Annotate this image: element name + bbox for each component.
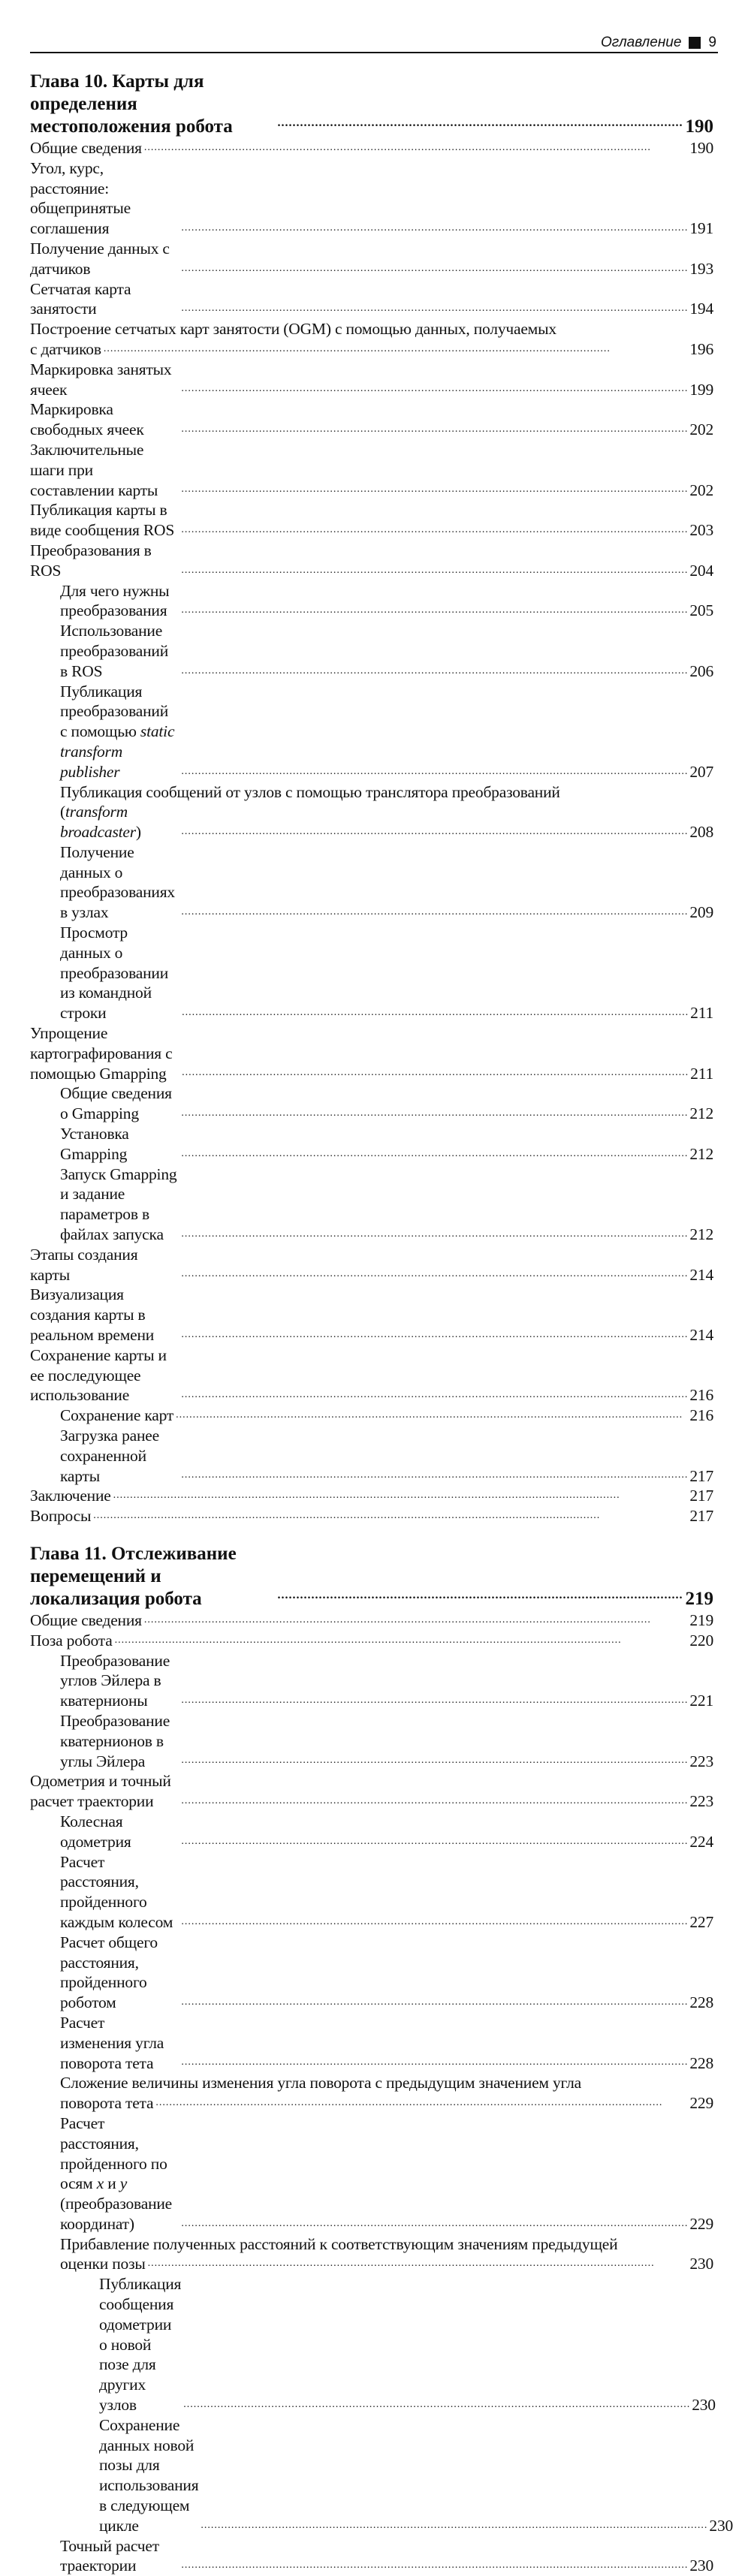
toc-entry-title: Прибавление полученных расстояний к соответствующим значениям предыдущей [60, 2234, 618, 2253]
toc-entry-page: 230 [689, 2556, 713, 2575]
toc-entry-page: 229 [689, 2214, 713, 2233]
toc-entry[interactable] [30, 1651, 713, 1711]
toc-entry-title: Сохранение данных новой позы для использования в следующем цикле [99, 2415, 199, 2535]
toc-entry[interactable] [30, 1083, 713, 1124]
dot-leader: ...................................................................................................................................................... [181, 1268, 689, 1280]
dot-leader: ...................................................................................................................................................... [181, 423, 689, 435]
toc-entry-title-cont [60, 802, 179, 842]
running-head [30, 33, 716, 53]
toc-entry-page: 220 [689, 1631, 713, 1650]
toc-entry-page: 209 [689, 903, 713, 922]
toc-entry[interactable] [30, 500, 713, 541]
toc-entry[interactable] [30, 2254, 713, 2274]
dot-leader: ...................................................................................................................................................... [181, 1996, 689, 2008]
toc-entry-title: Угол, курс, расстояние: общепринятые соглашения [30, 158, 131, 238]
dot-leader: ...................................................................................................................................................... [181, 2217, 689, 2229]
toc-entry[interactable] [30, 1933, 713, 2013]
toc-entry-page: 224 [689, 1832, 713, 1851]
header-rule [30, 52, 718, 53]
toc-entry[interactable] [30, 1406, 713, 1426]
toc-entry-title: Этапы создания карты [30, 1245, 138, 1284]
toc-entry-title: Общие сведения о Gmapping [60, 1084, 172, 1123]
toc-entry-page: 217 [689, 1466, 713, 1485]
toc-entry-page: 216 [689, 1406, 713, 1425]
toc-entry-title: Вопросы [30, 1507, 92, 1526]
running-head-title: Оглавление [601, 35, 682, 50]
toc-entry-page: 208 [689, 823, 713, 842]
dot-leader: ...................................................................................................................................................... [181, 1228, 689, 1240]
toc-entry-title: Сохранение карты и ее последующее использование [30, 1345, 167, 1405]
toc-entry[interactable] [30, 2114, 713, 2234]
toc-entry[interactable] [30, 1023, 713, 1083]
dot-leader: ...................................................................................................................................................... [181, 664, 689, 676]
toc-entry[interactable] [30, 1285, 713, 1345]
toc-entry[interactable] [30, 1852, 713, 1933]
toc-entry-title: Общие сведения [30, 139, 142, 157]
toc-entry-title: Для чего нужны преобразования [60, 581, 170, 620]
running-head-page-number: 9 [708, 35, 716, 50]
toc-entry-line1[interactable] [30, 2073, 713, 2093]
toc-entry[interactable] [30, 1164, 713, 1245]
axis-x: x [96, 2174, 104, 2193]
paren-close: ) [135, 823, 141, 842]
dot-leader: ...................................................................................................................................................... [181, 1835, 689, 1847]
toc-entry[interactable] [30, 923, 713, 1023]
toc-entry[interactable] [30, 2013, 713, 2073]
toc-entry-title: Общие сведения [30, 1610, 142, 1629]
toc-entry-page: 191 [689, 219, 713, 238]
toc-entry-title: Визуализация создания карты в реальном времени [30, 1285, 155, 1345]
toc-entry[interactable] [30, 541, 713, 581]
square-bullet-icon [689, 37, 701, 49]
toc-entry-title-mid: и [104, 2174, 120, 2193]
toc-entry[interactable] [30, 2415, 734, 2536]
toc-entry[interactable] [30, 2093, 713, 2114]
dot-leader: ...................................................................................................................................................... [181, 303, 689, 315]
toc-entry-page: 230 [692, 2396, 716, 2415]
toc-entry-page: 230 [689, 2255, 713, 2273]
toc-entry-page: 196 [689, 339, 713, 358]
toc-entry-title-cont: оценки позы [60, 2255, 146, 2273]
toc-entry-title: Установка Gmapping [60, 1125, 129, 1163]
toc-entry[interactable] [30, 440, 713, 500]
dot-leader: ...................................................................................................................................................... [181, 1755, 689, 1767]
toc-entry-page: 223 [689, 1752, 713, 1770]
toc-entry[interactable] [30, 339, 713, 360]
toc-entry-page: 214 [689, 1326, 713, 1345]
chapter-title: Глава 10. Карты для определения местоположения робота [30, 71, 233, 137]
toc-entry-title: Запуск Gmapping и задание параметров в файлах запуска [60, 1164, 177, 1244]
dot-leader: ...................................................................................................................................................... [143, 1613, 651, 1625]
chapter-title: Глава 11. Отслеживание перемещений и локализация робота [30, 1543, 237, 1609]
toc-entry-page: 190 [689, 139, 713, 157]
dot-leader: ...................................................................................................................................................... [181, 484, 689, 496]
toc-entry-title: Преобразование кватернионов в углы Эйлера [60, 1711, 170, 1770]
toc-entry-page: 205 [689, 601, 713, 620]
dot-leader: ...................................................................................................................................................... [182, 1067, 689, 1079]
toc-entry-title: Упрощение картографирования с помощью Gmapping [30, 1024, 173, 1083]
axis-y: y [119, 2174, 128, 2193]
toc-entry-page: 229 [689, 2094, 713, 2113]
toc-entry[interactable] [30, 802, 713, 842]
toc-entry-page: 199 [689, 380, 713, 399]
toc-entry-page: 202 [689, 420, 713, 439]
toc-entry-page: 221 [689, 1692, 713, 1710]
dot-leader: ...................................................................................................................................................... [181, 906, 689, 918]
toc-entry-title-cont: поворота тета [60, 2094, 154, 2113]
toc-entry-title-text: Расчет расстояния, пройденного по осям [60, 2114, 167, 2193]
toc-entry[interactable] [30, 138, 713, 158]
toc-entry-page: 212 [689, 1144, 713, 1163]
toc-entry-title-italic: static transform publisher [60, 722, 175, 781]
chapter-heading[interactable] [30, 1543, 713, 1610]
dot-leader: ...................................................................................................................................................... [103, 342, 611, 354]
toc-entry-title-italic: transform broadcaster [60, 803, 136, 842]
dot-leader: ...................................................................................................................................................... [181, 523, 689, 535]
toc-entry-title: Заключение [30, 1487, 111, 1505]
toc-entry-page: 202 [689, 481, 713, 499]
dot-leader: ...................................................................................................................................................... [181, 1915, 689, 1927]
dot-leader: ............................................................................................................ [277, 1588, 683, 1601]
toc-entry-page: 228 [689, 1993, 713, 2012]
toc-entry[interactable] [30, 1486, 713, 1506]
toc-entry-title: Маркировка свободных ячеек [30, 400, 144, 439]
toc-entry-title: Получение данных о преобразованиях в узлах [60, 842, 175, 922]
dot-leader: ...................................................................................................................................................... [181, 765, 689, 777]
toc-entry-page: 206 [689, 661, 713, 680]
toc-entry[interactable] [30, 399, 713, 440]
paren-open: ( [60, 803, 65, 821]
toc-entry-page: 228 [689, 2053, 713, 2072]
toc-entry[interactable] [30, 682, 713, 782]
toc-entry-title: Заключительные шаги при составлении карты [30, 440, 158, 499]
toc-entry-title: Сложение величины изменения угла поворота с предыдущим значением угла [60, 2074, 581, 2092]
toc-entry[interactable] [30, 1345, 713, 1406]
toc-entry-page: 211 [690, 1064, 713, 1083]
dot-leader: ...................................................................................................................................................... [181, 1389, 689, 1401]
dot-leader: ...................................................................................................................................................... [181, 1794, 689, 1806]
dot-leader: ...................................................................................................................................................... [201, 2519, 708, 2531]
toc-entry-line1[interactable] [30, 319, 713, 339]
toc-entry-page: 223 [689, 1792, 713, 1811]
toc-entry-title: Расчет изменения угла поворота тета [60, 2013, 164, 2072]
toc-entry-title: Загрузка ранее сохраненной карты [60, 1427, 159, 1485]
toc-entry-page: 217 [689, 1507, 713, 1526]
toc-entry-title: Расчет расстояния, пройденного каждым колесом [60, 1852, 173, 1931]
toc-entry-title: Преобразования в ROS [30, 541, 152, 580]
toc-entry-line1[interactable] [30, 2234, 713, 2255]
dot-leader: ...................................................................................................................................................... [181, 221, 689, 233]
chapter-page: 219 [685, 1588, 713, 1609]
toc-entry[interactable] [30, 1426, 713, 1486]
toc-entry-page: 207 [689, 762, 713, 781]
dot-leader: ...................................................................................................................................................... [181, 262, 689, 274]
toc-entry-page: 212 [689, 1104, 713, 1123]
toc-entry[interactable] [30, 1771, 713, 1812]
toc-entry[interactable] [30, 1124, 713, 1164]
toc-entry-title: Получение данных с датчиков [30, 239, 170, 278]
toc-entry[interactable] [30, 158, 713, 239]
dot-leader: ...................................................................................................................................................... [143, 141, 651, 153]
chapter-page: 190 [685, 116, 713, 137]
toc-entry-title: Публикация сообщения одометрии о новой позе для других узлов [99, 2275, 182, 2415]
toc-entry-title: Публикация сообщений от узлов с помощью транслятора преобразований [60, 782, 560, 801]
toc-entry-title: Просмотр данных о преобразовании из командной строки [60, 923, 169, 1023]
toc-entry-page: 214 [689, 1265, 713, 1284]
toc-entry-title: Одометрия и точный расчет траектории [30, 1772, 171, 1811]
toc-entry[interactable] [30, 842, 713, 923]
toc-entry-title-rest: (преобразование координат) [60, 2195, 173, 2233]
dot-leader: ...................................................................................................................................................... [181, 1147, 689, 1159]
dot-leader: ............................................................................................................ [277, 116, 683, 129]
toc-entry-title: Сетчатая карта занятости [30, 279, 131, 318]
toc-entry[interactable] [30, 1711, 713, 1771]
toc-entry-title: Колесная одометрия [60, 1812, 131, 1851]
dot-leader: ...................................................................................................................................................... [181, 1107, 689, 1119]
toc-entry-page: 204 [689, 561, 713, 580]
toc-entry-page: 194 [689, 300, 713, 318]
toc-entry[interactable] [30, 2274, 716, 2415]
toc-entry-title-cont: с датчиков [30, 339, 101, 358]
dot-leader: ...................................................................................................................................................... [114, 1634, 622, 1646]
toc-entry-title-text: Публикация преобразований с помощью [60, 682, 169, 741]
toc-entry[interactable] [30, 1506, 713, 1526]
toc-entry-page: 216 [689, 1386, 713, 1405]
toc-entry-title: Маркировка занятых ячеек [30, 360, 172, 399]
toc-entry-title: Публикация карты в виде сообщения ROS [30, 501, 175, 540]
dot-leader: ...................................................................................................................................................... [155, 2096, 663, 2108]
toc-entry-title: Поза робота [30, 1631, 113, 1650]
table-of-contents [30, 71, 734, 2576]
toc-entry-page: 211 [690, 1004, 713, 1023]
toc-entry-line1[interactable] [30, 782, 713, 803]
dot-leader: ...................................................................................................................................................... [181, 2056, 689, 2068]
toc-entry-title: Сохранение карт [60, 1406, 174, 1425]
toc-entry[interactable] [30, 621, 713, 681]
dot-leader: ...................................................................................................................................................... [182, 1007, 689, 1019]
toc-entry-page: 219 [689, 1610, 713, 1629]
chapter-heading[interactable] [30, 71, 713, 138]
toc-entry[interactable] [30, 1812, 713, 1852]
dot-leader: ...................................................................................................................................................... [181, 564, 689, 576]
toc-entry[interactable] [30, 239, 713, 279]
toc-entry[interactable] [30, 360, 713, 400]
toc-entry-page: 230 [709, 2516, 734, 2535]
toc-entry-page: 203 [689, 521, 713, 540]
dot-leader: ...................................................................................................................................................... [93, 1509, 601, 1521]
dot-leader: ...................................................................................................................................................... [113, 1490, 620, 1502]
toc-entry-page: 212 [689, 1225, 713, 1244]
dot-leader: ...................................................................................................................................................... [147, 2258, 655, 2270]
dot-leader: ...................................................................................................................................................... [181, 1469, 689, 1481]
dot-leader: ...................................................................................................................................................... [176, 1409, 683, 1421]
dot-leader: ...................................................................................................................................................... [181, 1328, 689, 1340]
dot-leader: ...................................................................................................................................................... [181, 1694, 689, 1706]
toc-entry[interactable] [30, 2536, 713, 2576]
dot-leader: ...................................................................................................................................................... [181, 825, 689, 837]
dot-leader: ...................................................................................................................................................... [183, 2398, 691, 2410]
toc-entry-title: Расчет общего расстояния, пройденного роботом [60, 1933, 158, 2012]
toc-entry-title: Построение сетчатых карт занятости (OGM) с помощью данных, получаемых [30, 320, 556, 339]
dot-leader: ...................................................................................................................................................... [181, 604, 689, 616]
dot-leader: ...................................................................................................................................................... [181, 2559, 689, 2571]
toc-entry[interactable] [30, 581, 713, 622]
toc-entry-title [60, 682, 179, 782]
toc-entry-title: Преобразование углов Эйлера в кватернионы [60, 1651, 170, 1710]
toc-entry-page: 217 [689, 1487, 713, 1505]
toc-entry-title: Использование преобразований в ROS [60, 622, 169, 680]
toc-entry-page: 227 [689, 1912, 713, 1931]
dot-leader: ...................................................................................................................................................... [181, 383, 689, 395]
toc-entry[interactable] [30, 1610, 713, 1631]
toc-entry-title: Точный расчет траектории [60, 2536, 159, 2575]
toc-entry-title [60, 2114, 179, 2234]
toc-entry[interactable] [30, 279, 713, 320]
toc-entry[interactable] [30, 1631, 713, 1651]
toc-entry-page: 193 [689, 259, 713, 278]
toc-entry[interactable] [30, 1245, 713, 1285]
